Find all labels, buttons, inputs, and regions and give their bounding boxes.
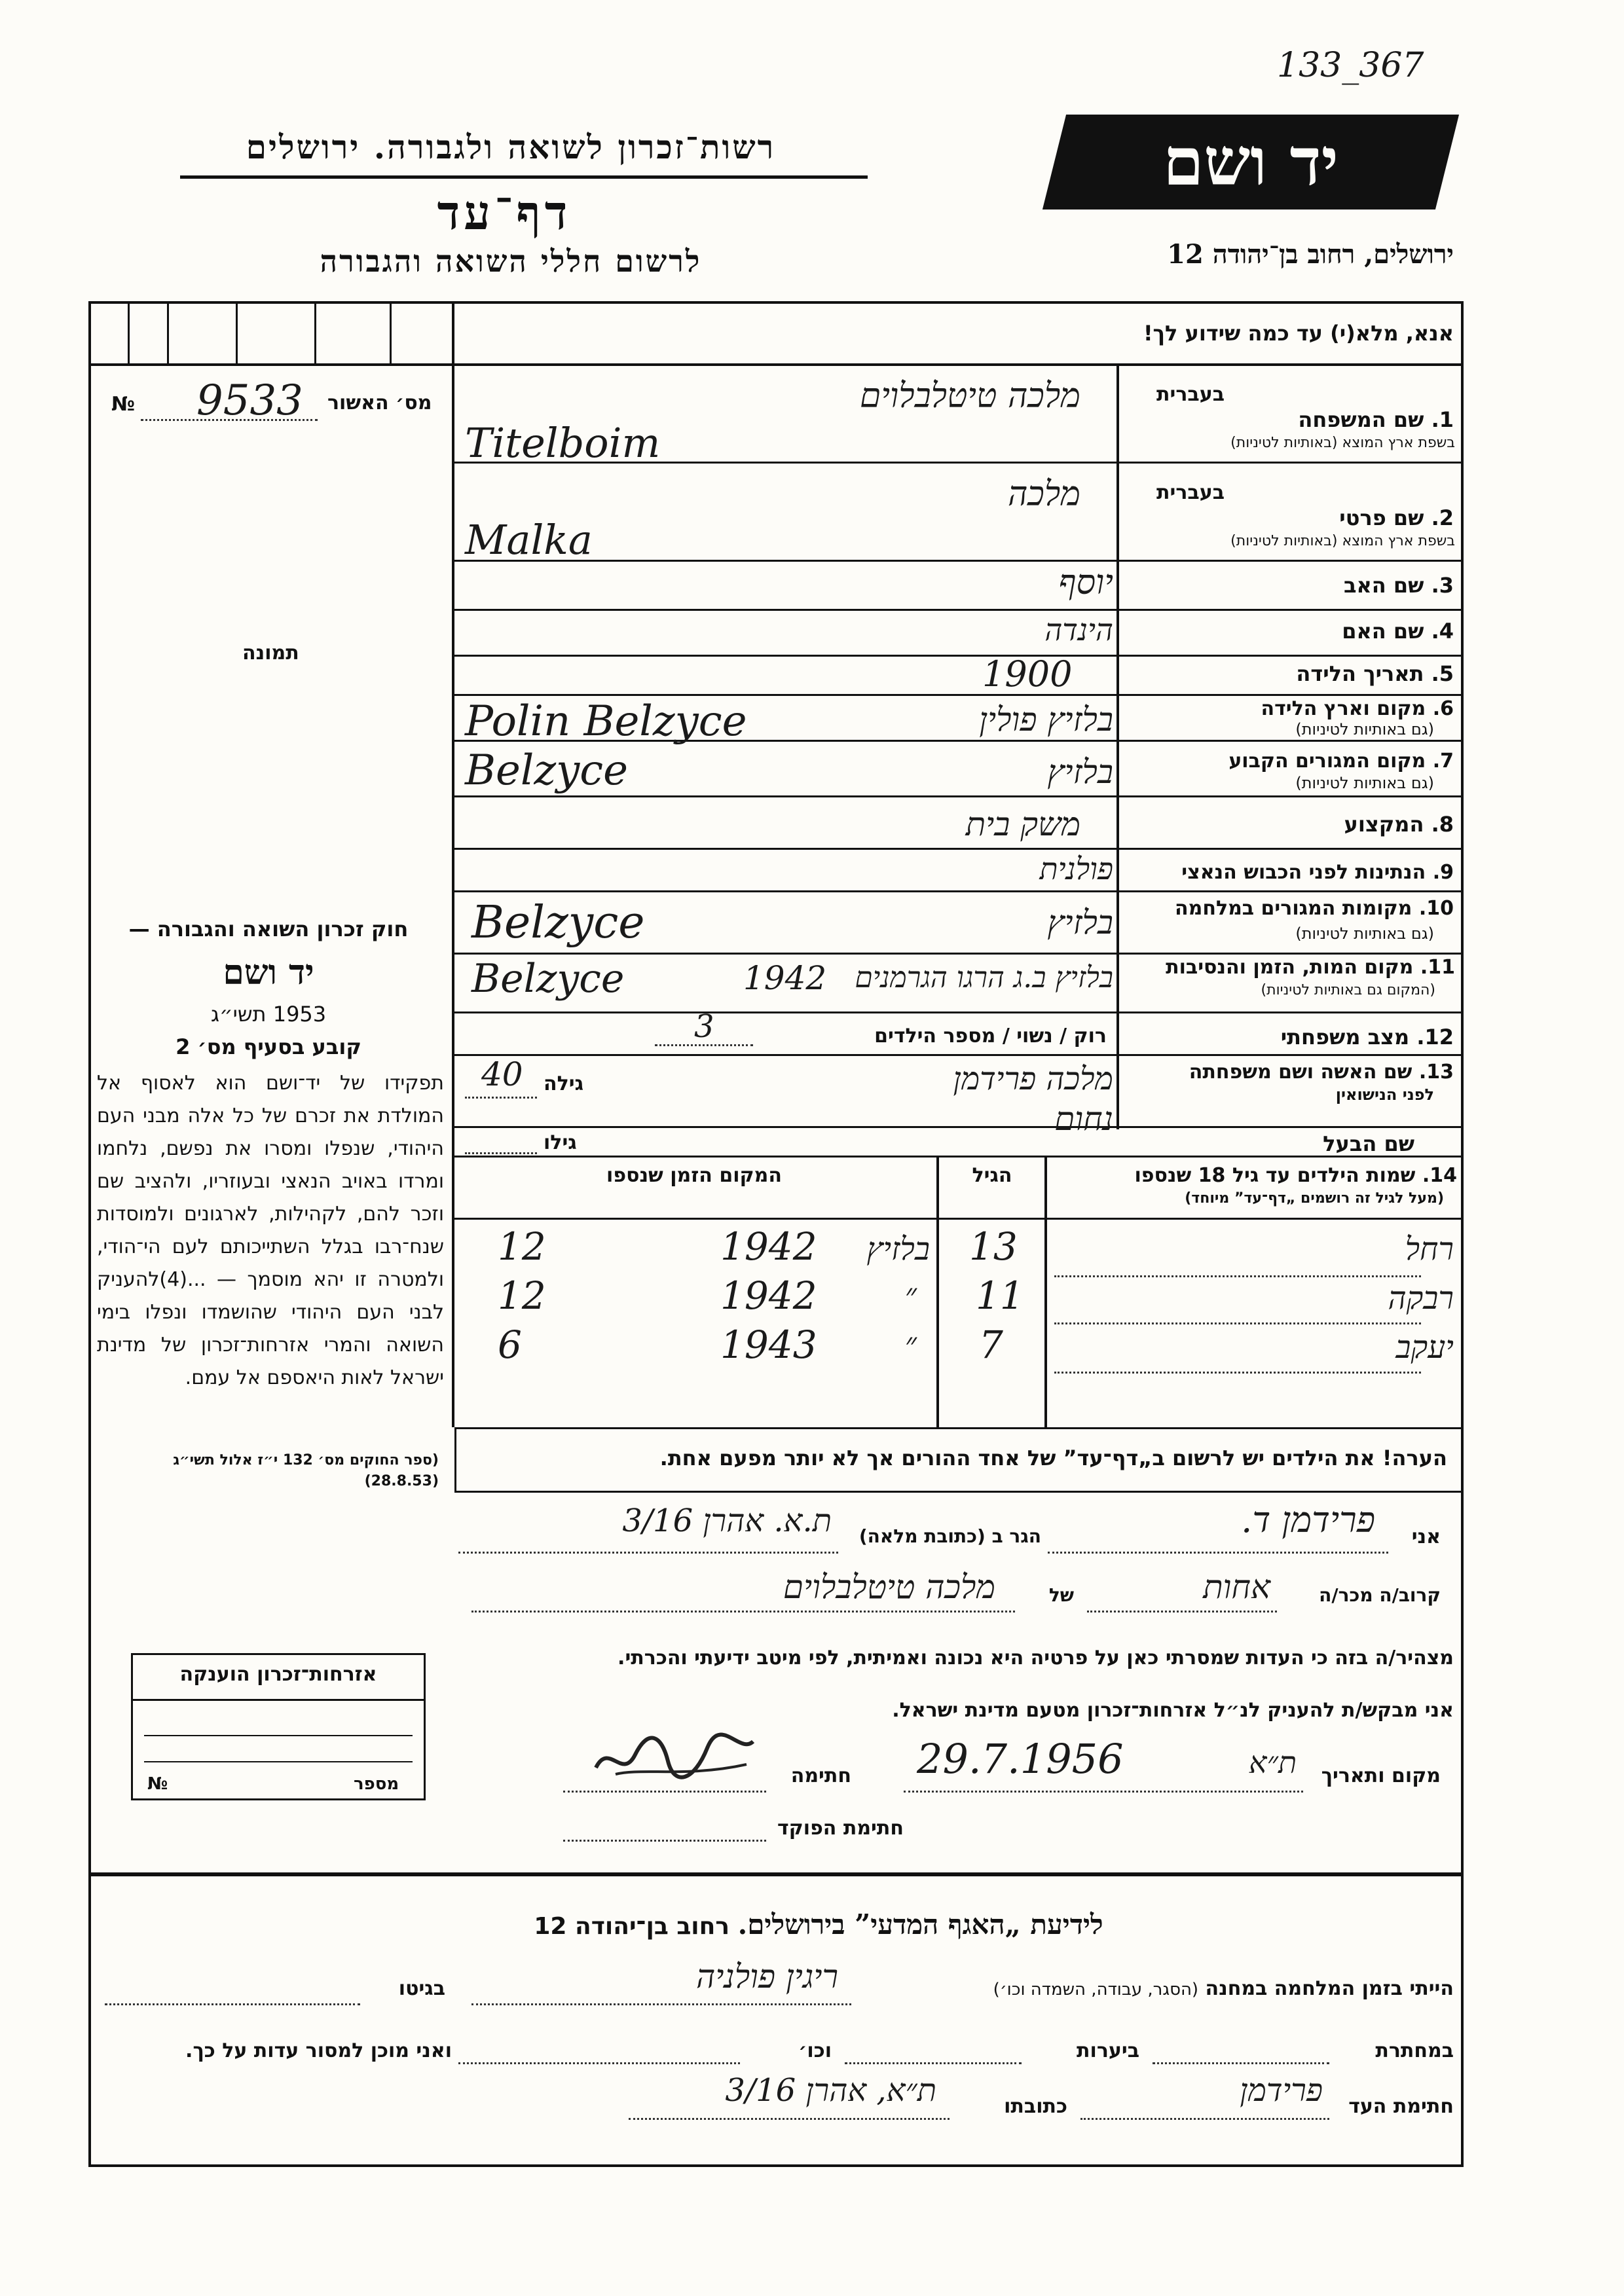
- child-place: בלזיץ: [866, 1231, 930, 1267]
- witness-address-line: [629, 2118, 950, 2120]
- field-7-title: מקום המגורים הקבוע: [1228, 750, 1426, 773]
- research-title: [458, 1908, 1179, 1941]
- forests-line: [845, 2062, 1022, 2064]
- field-2-label: [1126, 505, 1454, 530]
- husband-age-label: גילו: [544, 1131, 577, 1154]
- of-name-line: [471, 1611, 1015, 1613]
- record-label: מס׳ האשור: [327, 392, 432, 414]
- witness-address: ת״א, אהרן 3/16: [725, 2072, 936, 2109]
- field-2-sub-hebrew: בעברית: [1156, 481, 1225, 504]
- row-line: [454, 848, 1464, 850]
- child-month: 12: [498, 1224, 546, 1269]
- camp-label-text: הייתי בזמן המלחמה במחנה: [1205, 1977, 1454, 2000]
- field-2-sub-latin: בשפת ארץ המוצא (באותיות לטיניות): [1230, 533, 1455, 549]
- authority-title: רשות־זכרון לשואה ולגבורה. ירושלים: [246, 128, 776, 166]
- field-6-num: 6.: [1432, 697, 1454, 720]
- husband-age-line: [465, 1152, 537, 1154]
- relation-line: [1087, 1611, 1277, 1613]
- declarant-name: פרידמן ד.: [1241, 1499, 1375, 1540]
- date-value: 29.7.1956: [917, 1735, 1124, 1783]
- top-left-cell: [236, 301, 238, 363]
- field-5-label: [1126, 661, 1454, 686]
- field-2-value-latin: Malka: [465, 516, 593, 564]
- field-12-options: רוק / נשוי / מספר הילדים: [874, 1025, 1107, 1048]
- law-year: [98, 1002, 439, 1027]
- field-11-label: [1121, 956, 1455, 979]
- field-11-num: 11.: [1420, 956, 1455, 979]
- husband-label: שם הבעל: [1323, 1131, 1414, 1156]
- camp-line: [471, 2003, 851, 2005]
- children-col-divider: [936, 1156, 939, 1427]
- row-line: [454, 560, 1464, 562]
- field-7-value-latin: Belzyce: [465, 746, 628, 795]
- field-4-num: 4.: [1431, 619, 1454, 644]
- field-6-label: [1126, 697, 1454, 720]
- declaration-text: מצהיר/ה בזה כי העדות שמסרתי כאן על פרטיה היא נכונה ואמיתית, לפי מיטב ידיעתי והכרתי.: [618, 1647, 1454, 1669]
- children-col-divider: [1044, 1156, 1047, 1427]
- field-7-value-hebrew: בלזיץ: [1047, 753, 1113, 791]
- citizenship-number-label: מספר: [354, 1774, 399, 1794]
- child-place: ״: [904, 1277, 917, 1313]
- declarant-address-label: הגר ב (כתובת מלאה): [858, 1525, 1041, 1547]
- field-3-title: שם האב: [1343, 573, 1424, 598]
- photo-label: תמונה: [242, 642, 299, 665]
- children-header-line: [454, 1218, 1464, 1220]
- child-name: יעקב: [1395, 1329, 1454, 1366]
- field-9-label: [1126, 861, 1454, 884]
- child-year: 1943: [720, 1322, 817, 1367]
- field-13-value: מלכה פרידמן: [953, 1061, 1113, 1097]
- request-text: אני מבקש/ת להעניק לנ״ל אזרחות־זכרון מטעם מדינת ישראל.: [892, 1699, 1454, 1722]
- field-12-value: 3: [694, 1008, 714, 1045]
- header-address: ירושלים, רחוב בן־יהודה 12: [1167, 239, 1454, 270]
- etc-line: [458, 2062, 740, 2064]
- research-address: רחוב בן־יהודה 12: [534, 1913, 730, 1940]
- field-1-title: שם המשפחה: [1298, 407, 1424, 432]
- logo-text: יד ושם: [1163, 123, 1338, 200]
- child-year: 1942: [720, 1273, 817, 1318]
- field-11-value-latin: Belzyce: [471, 956, 625, 1002]
- etc-label: וכו׳: [798, 2039, 832, 2062]
- place-value: ת״א: [1248, 1745, 1297, 1780]
- law-year-hebrew: תשי״ג: [210, 1002, 267, 1027]
- place-date-line: [904, 1791, 1303, 1793]
- row-line: [454, 694, 1464, 696]
- field-2-title: שם פרטי: [1339, 505, 1424, 530]
- child-row-line: [1054, 1275, 1421, 1277]
- field-13-age-label: גילה: [544, 1072, 583, 1095]
- field-6-value-latin: Polin Belzyce: [465, 697, 747, 746]
- field-3-num: 3.: [1431, 573, 1454, 598]
- field-13-title: שם האשה ושם משפחתה: [1189, 1061, 1412, 1084]
- law-clause: קובע בסעיף מס׳ 2: [175, 1034, 361, 1059]
- field-1-label: [1126, 407, 1454, 432]
- citizenship-number-symbol: №: [147, 1774, 168, 1794]
- research-top-line: [88, 1872, 1464, 1876]
- field-1-sub-hebrew: בעברית: [1156, 383, 1225, 406]
- field-1-sub-latin: בשפת ארץ המוצא (באותיות לטיניות): [1230, 435, 1455, 451]
- official-signature-line: [563, 1840, 766, 1842]
- field-8-label: [1126, 812, 1454, 837]
- children-label: 14. שמות הילדים עד גיל 18 שנספו: [1134, 1164, 1457, 1187]
- husband-value: נחום: [1054, 1100, 1113, 1138]
- left-column-divider: [452, 301, 454, 1427]
- declarant-signature: [589, 1728, 760, 1787]
- field-4-title: שם האם: [1342, 619, 1424, 644]
- declarant-address-line: [458, 1552, 838, 1554]
- field-1-num: 1.: [1431, 407, 1454, 432]
- law-title: חוק זכרון השואה והגבורה —: [128, 917, 409, 941]
- citizenship-box-title: אזרחות־זכרון הוענקה: [179, 1663, 377, 1686]
- citizenship-line: [144, 1761, 413, 1762]
- field-7-label: [1126, 750, 1454, 773]
- field-1-value-latin: Titelboim: [465, 419, 661, 467]
- row-line: [454, 1054, 1464, 1056]
- forests-label: ביערות: [1077, 2039, 1139, 2062]
- authority-underline: [180, 175, 868, 179]
- field-10-num: 10.: [1418, 897, 1454, 920]
- note-text: הערה! את הילדים יש לרשום ב„דף־עד” של אחד ההורים אך לא יותר מפעם אחת.: [659, 1446, 1447, 1470]
- archive-number: 133_367: [1277, 46, 1424, 85]
- declarant-i-label: אני: [1411, 1525, 1441, 1548]
- witness-signature-line: [1080, 2118, 1329, 2120]
- research-heading: לידיעת „האגף המדעי” בירושלים.: [737, 1908, 1103, 1941]
- relation-value: אחות: [1203, 1568, 1270, 1606]
- field-11-year: 1942: [743, 959, 827, 997]
- signature-scribble: [589, 1728, 760, 1787]
- of-label: של: [1048, 1584, 1074, 1606]
- field-3-value: יוסף: [1058, 563, 1113, 602]
- children-col-age: הגיל: [972, 1164, 1012, 1187]
- field-9-value: פולנית: [1039, 851, 1113, 886]
- child-name: רחל: [1405, 1231, 1454, 1267]
- law-source: (ספר החוקים מס׳ 132 י״ז אלול תשי״ג (28.8.53): [173, 1452, 439, 1489]
- field-9-title: הנתינות לפני הכבוש הנאצי: [1181, 861, 1426, 884]
- declarant-address: ת.א. אהרן 3/16: [622, 1503, 832, 1539]
- witness-address-label: כתובתו: [1004, 2095, 1067, 2118]
- field-13-num: 13.: [1418, 1061, 1454, 1084]
- field-6-sub: (גם באותיות לטיניות): [1295, 720, 1434, 738]
- form-subtitle: לרשום חללי השואה והגבורה: [320, 244, 702, 279]
- camp-label: [851, 1977, 1454, 2000]
- row-line: [454, 655, 1464, 657]
- field-2-value-hebrew: מלכה: [1007, 475, 1080, 514]
- field-13-age-value: 40: [481, 1055, 523, 1093]
- field-6-title: מקום וארץ הלידה: [1261, 697, 1426, 720]
- field-8-title: המקצוע: [1344, 812, 1424, 837]
- field-12-label: [1126, 1025, 1454, 1049]
- declarant-name-line: [1048, 1552, 1388, 1554]
- witness-signature: פרידמן: [1240, 2072, 1323, 2109]
- field-11-value-hebrew: בלזיץ ב.ג הרגו הגרמנים: [855, 961, 1113, 994]
- wife-age-line: [465, 1097, 537, 1099]
- children-count-line: [655, 1044, 753, 1046]
- field-13-sub: לפני הנישואין: [1335, 1085, 1434, 1104]
- record-number: 9533: [196, 376, 303, 425]
- place-date-label: מקום ותאריך: [1321, 1764, 1441, 1787]
- ghetto-line: [105, 2003, 360, 2005]
- form-title: דף־עד: [437, 185, 572, 240]
- record-line: [141, 419, 318, 421]
- relative-label: קרוב/ה מכר/ה: [1319, 1584, 1441, 1606]
- row-line: [454, 609, 1464, 611]
- field-5-title: תאריך הלידה: [1296, 661, 1424, 686]
- of-name: מלכה טיטלבלוים: [783, 1568, 995, 1606]
- top-left-cell: [128, 301, 130, 363]
- official-signature-label: חתימת הפוקד: [777, 1817, 904, 1840]
- camp-value: ריגין פולניה: [696, 1958, 838, 1995]
- underground-line: [1153, 2062, 1329, 2064]
- child-row-line: [1054, 1322, 1421, 1324]
- citizenship-box-rule: [131, 1699, 426, 1701]
- field-11-sub: (המקום גם באותיות לטיניות): [1261, 982, 1435, 998]
- field-3-label: [1126, 573, 1454, 598]
- field-12-title: מצב משפחתי: [1280, 1025, 1410, 1049]
- witness-signature-label: חתימת העד: [1348, 2095, 1454, 2118]
- field-6-value-hebrew: בלזיץ פולין: [979, 701, 1113, 738]
- top-left-cell: [167, 301, 169, 363]
- field-12-num: 12.: [1416, 1025, 1454, 1049]
- signature-label: חתימה: [790, 1764, 851, 1787]
- row-line: [454, 1011, 1464, 1013]
- field-1-value-hebrew: מלכה טיטלבלוים: [859, 376, 1080, 416]
- child-age: 7: [979, 1322, 1003, 1367]
- law-text: תפקידו של יד־ושם הוא לאסוף אל המולדת את זכרם של כל אלה מבני העם היהודי, שנפלו ומסרו את נפשם, נלחמו ומרדו באויב הנאצי ובעוזריו, ולהציב שם וזכר להם, לקהילות, לארגונים ולמוסדות שנח־רבו בגלל השתייכותם לעם הי־הודי, ולמטרה זו יהא מוסמך — ...(4)להעניק לבני העם היהודי שהושמדו ונפלו בימי השואה והמרי אזרחות־זכרון של מדינת ישראל לאות היאספם אל עמם.: [97, 1072, 444, 1389]
- field-10-value-hebrew: בלזיץ: [1047, 903, 1113, 941]
- field-8-value: משק בית: [965, 805, 1080, 843]
- child-name: רבקה: [1388, 1280, 1454, 1317]
- child-age: 11: [976, 1273, 1024, 1318]
- camp-label-hint: (הסגר, עבודה, השמדה וכו׳): [993, 1980, 1199, 1999]
- children-col-place: המקום הזמן שנספו: [606, 1164, 782, 1187]
- row-line: [454, 795, 1464, 797]
- row-line: [454, 1126, 1464, 1128]
- field-13-label: [1126, 1061, 1454, 1084]
- header-bottom-line: [88, 363, 1464, 366]
- citizenship-line: [144, 1735, 413, 1736]
- field-4-value: הינדה: [1044, 612, 1113, 647]
- field-9-num: 9.: [1432, 861, 1454, 884]
- ghetto-label: בגיטו: [398, 1977, 445, 2000]
- field-2-num: 2.: [1431, 505, 1454, 530]
- field-11-title: מקום המות, הזמן והנסיבות: [1166, 956, 1414, 979]
- please-fill: אנא, מלא(י) עד כמה שידוע לך!: [1143, 321, 1454, 346]
- field-7-num: 7.: [1432, 750, 1454, 773]
- child-month: 6: [498, 1322, 522, 1367]
- law-name: יד ושם: [223, 953, 314, 993]
- row-line: [454, 953, 1464, 955]
- field-10-value-latin: Belzyce: [471, 897, 645, 949]
- law-year-number: 1953: [272, 1002, 327, 1027]
- underground-label: במחתרת: [1375, 2039, 1454, 2062]
- field-10-sub: (גם באותיות לטיניות): [1295, 924, 1434, 943]
- child-month: 12: [498, 1273, 546, 1318]
- top-left-cell: [390, 301, 392, 363]
- signature-line: [563, 1791, 766, 1793]
- field-5-value: 1900: [982, 653, 1073, 695]
- field-10-title: מקומות המגורים במלחמה: [1175, 897, 1412, 920]
- form-label-divider: [1116, 363, 1119, 1129]
- ready-label: ואני מוכן למסור עדות על כך.: [185, 2039, 452, 2062]
- children-sub: (מעל לגיל זה רושמים „דף־עד” מיוחד): [1185, 1190, 1444, 1207]
- field-5-num: 5.: [1431, 661, 1454, 686]
- child-place: ״: [904, 1326, 917, 1362]
- child-year: 1942: [720, 1224, 817, 1269]
- field-7-sub: (גם באותיות לטיניות): [1295, 774, 1434, 792]
- child-row-line: [1054, 1372, 1421, 1374]
- record-symbol: №: [111, 393, 136, 416]
- field-10-label: [1126, 897, 1454, 920]
- field-4-label: [1126, 619, 1454, 644]
- child-age: 13: [969, 1224, 1018, 1269]
- field-8-num: 8.: [1431, 812, 1454, 837]
- top-left-cell: [314, 301, 316, 363]
- row-line: [454, 890, 1464, 892]
